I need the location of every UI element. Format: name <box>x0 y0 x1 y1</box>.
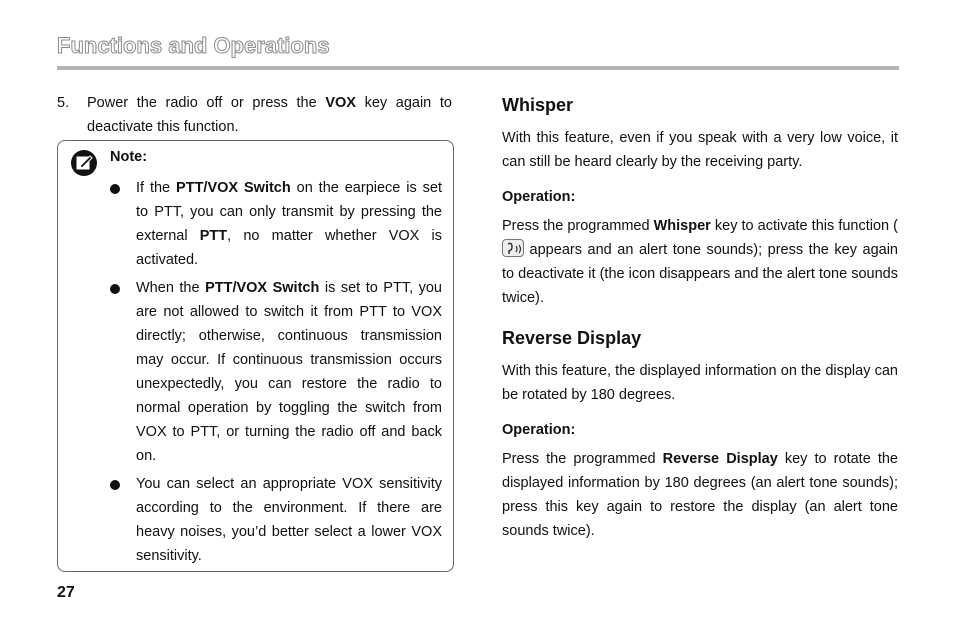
reverse-display-title: Reverse Display <box>502 328 642 348</box>
bullet-dot <box>110 184 120 194</box>
header-divider <box>57 66 899 70</box>
b2-post: is set to PTT, you are not allowed to switch it from PTT to VOX directly; otherwise, continuous transmission may occur. If continuous transmission occurs unexpectedly, you can restore the radio to normal operation by toggling the switch from VOX to PTT, or turning the radio off and back on. <box>136 280 442 464</box>
note-bullet-1-text <box>136 176 442 272</box>
bullet-dot <box>110 284 120 294</box>
note-bullet-2 <box>110 276 442 468</box>
whisper-title: Whisper <box>502 95 574 115</box>
b2-bold: PTT/VOX Switch <box>205 280 320 296</box>
reverse-operation-text <box>502 447 898 543</box>
b1-post: , no matter whether VOX is activated. <box>136 228 442 268</box>
step-number: 5. <box>57 95 70 111</box>
whisper-operation-label: Operation: <box>502 189 576 205</box>
r-op-post: key to rotate the displayed information by 180 degrees (an alert tone sounds); press this key again to restore the display (an alert tone sounds twice). <box>502 451 898 539</box>
b2-pre: When the <box>136 280 206 296</box>
reverse-operation-label: Operation: <box>502 422 576 438</box>
r-op-key: Reverse Display <box>662 451 778 467</box>
note-box <box>57 140 454 572</box>
step-5-post: key again to deactivate this function. <box>87 95 452 135</box>
step-5-text <box>87 91 452 139</box>
whisper-desc: With this feature, even if you speak with a very low voice, it can still be heard clearly by the receiving party. <box>502 130 898 170</box>
note-pencil-icon <box>70 149 98 177</box>
reverse-display-section <box>502 326 898 543</box>
b1-bold1: PTT/VOX Switch <box>176 180 291 196</box>
r-op-pre: Press the programmed <box>502 451 663 467</box>
page-header-title: Functions and Operations <box>57 33 330 58</box>
w-op-pre: Press the programmed <box>502 218 654 234</box>
reverse-display-desc: With this feature, the displayed information on the display can be rotated by 180 degrees. <box>502 363 898 403</box>
note-bullet-2-text <box>136 276 442 468</box>
note-bullet-1 <box>110 176 442 272</box>
step-5 <box>57 91 452 139</box>
b1-bold2: PTT <box>199 228 228 244</box>
step-5-key: VOX <box>325 95 356 111</box>
note-bullet-3-text: You can select an appropriate VOX sensitivity according to the environment. If there are heavy noises, you’d better select a lower VOX sensitivity. <box>136 476 442 564</box>
step-5-pre: Power the radio off or press the <box>87 95 326 111</box>
note-bullet-3 <box>110 472 442 568</box>
w-op-mid: key to activate this function ( <box>710 218 898 234</box>
page-number: 27 <box>57 584 75 601</box>
bullet-dot <box>110 480 120 490</box>
b1-mid: on the earpiece is set to PTT, you can only transmit by pressing the external <box>136 180 443 244</box>
note-label: Note: <box>110 149 148 165</box>
b1-pre: If the <box>136 180 177 196</box>
whisper-section <box>502 93 898 310</box>
whisper-operation-text <box>502 214 898 310</box>
whisper-icon <box>502 239 524 257</box>
w-op-post: appears and an alert tone sounds); press the key again to deactivate it (the icon disappears and the alert tone sounds twice). <box>502 242 898 306</box>
w-op-key: Whisper <box>653 218 711 234</box>
